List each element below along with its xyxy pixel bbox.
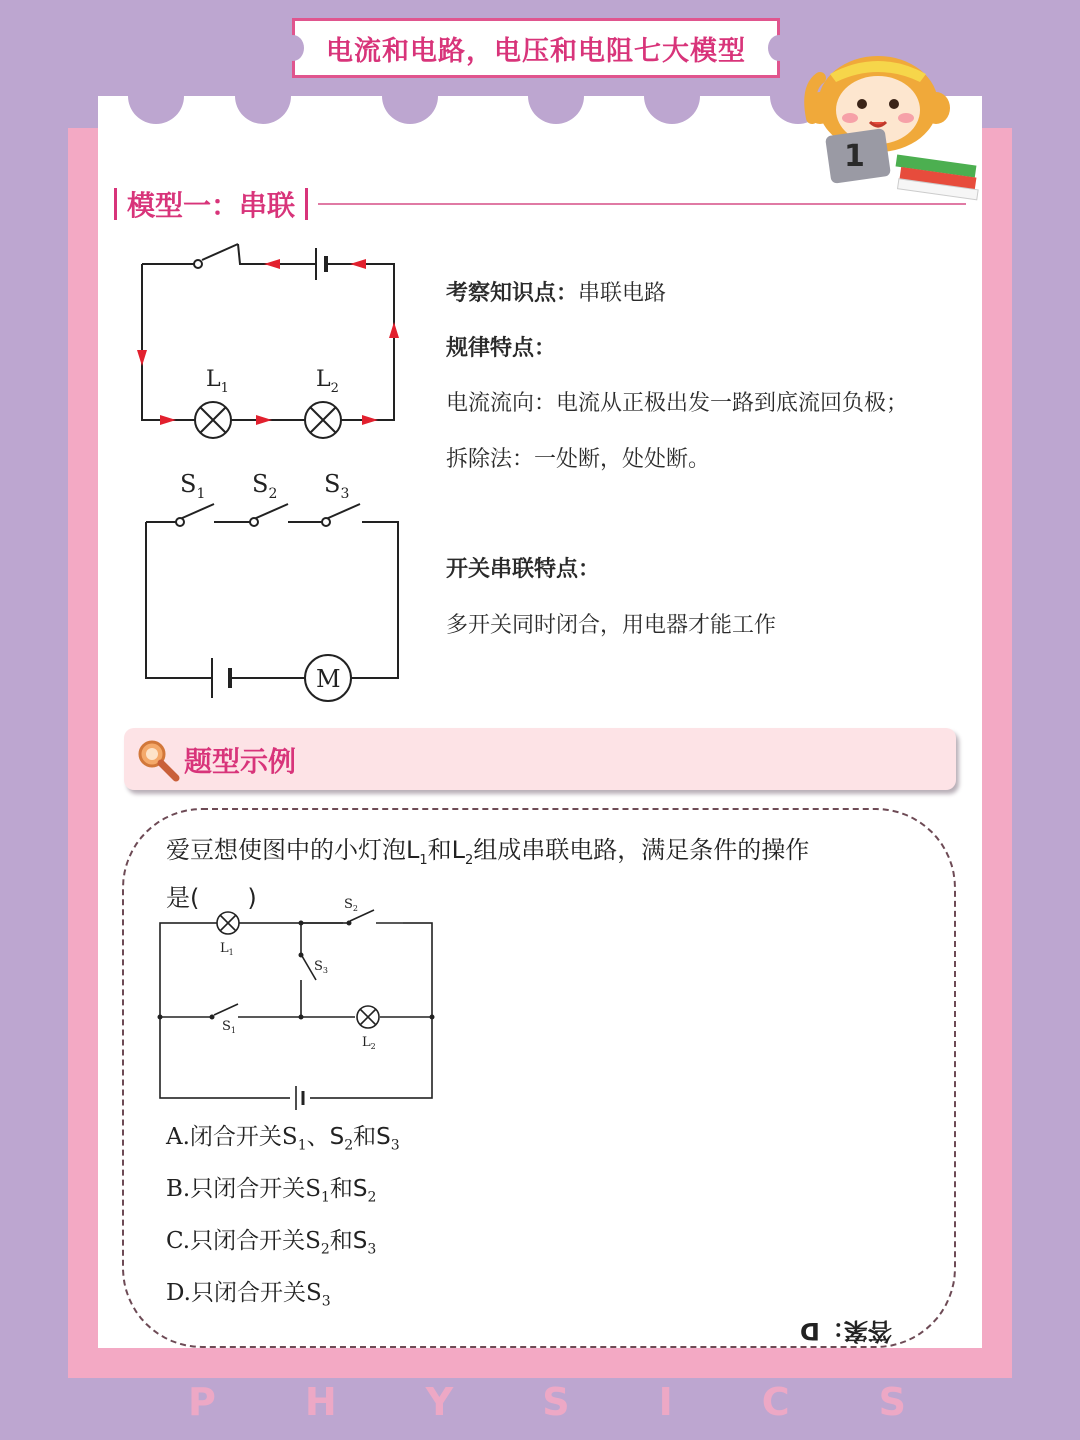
option-b[interactable] xyxy=(166,1170,376,1206)
lamp-l2-sub: 2 xyxy=(330,381,339,396)
option-join: 和S xyxy=(329,1176,368,1202)
example-banner xyxy=(124,728,956,790)
answer-upside-down: 答案：D xyxy=(800,1317,892,1345)
title-banner xyxy=(292,18,780,78)
option-text: 只闭合开关 xyxy=(190,1228,306,1254)
option-text: 闭合开关 xyxy=(189,1124,282,1150)
svg-text:S2 xyxy=(344,897,358,913)
footer-letter: S xyxy=(878,1380,908,1424)
option-sub: 2 xyxy=(344,1137,354,1154)
magnifier-icon xyxy=(136,738,180,782)
svg-text:S1 xyxy=(180,470,205,502)
q-switch-s2-label: S xyxy=(344,897,353,912)
question-text-c: 组成串联电路，满足条件的操作 xyxy=(473,836,810,864)
question-line-1 xyxy=(166,830,809,868)
svg-text:S3 xyxy=(314,959,328,975)
q-lamp-l1-sub: 1 xyxy=(228,948,234,957)
q-switch-s1-label: S xyxy=(222,1019,231,1034)
option-symbol: S xyxy=(305,1228,321,1254)
motor-label: M xyxy=(316,665,341,693)
option-prefix: B. xyxy=(166,1176,191,1202)
svg-text:S2 xyxy=(252,470,277,502)
option-text: 只闭合开关 xyxy=(190,1280,306,1306)
switch-s2-label: S xyxy=(252,470,269,498)
page-title: 电流和电路，电压和电阻七大模型 xyxy=(326,35,746,67)
footer-letter: H xyxy=(304,1380,339,1424)
switch-s3-sub: 3 xyxy=(340,486,350,502)
switch-label-text: 开关串联特点： xyxy=(446,557,601,582)
removal-method: 拆除法：一处断，处处断。 xyxy=(446,447,711,472)
svg-text:L2 xyxy=(316,367,339,396)
heading-rule xyxy=(318,203,966,205)
option-sub: 3 xyxy=(390,1137,400,1154)
q-switch-s3-label: S xyxy=(314,959,323,974)
option-sub: 1 xyxy=(320,1189,330,1206)
rule-label xyxy=(446,331,556,362)
switch-label xyxy=(446,552,600,583)
option-text: 只闭合开关 xyxy=(190,1176,306,1202)
q-switch-s2-sub: 2 xyxy=(352,904,358,913)
mascot-badge: 1 xyxy=(844,139,865,174)
q-lamp-l2-sub: 2 xyxy=(370,1042,376,1051)
option-prefix: D. xyxy=(166,1280,191,1306)
switch-s2-sub: 2 xyxy=(268,486,278,502)
option-sub: 2 xyxy=(367,1189,377,1206)
model-heading-text: 模型一：串联 xyxy=(127,189,296,222)
switch-s1-label: S xyxy=(180,470,197,498)
banner-notch xyxy=(768,35,790,61)
question-sub-2: 2 xyxy=(465,852,474,868)
knowledge-point xyxy=(446,276,666,307)
heading-bar xyxy=(114,188,117,220)
option-symbol: S xyxy=(281,1124,298,1150)
q-switch-s3-sub: 3 xyxy=(322,966,328,975)
option-join: 和S xyxy=(329,1228,368,1254)
switch-text: 多开关同时闭合，用电器才能工作 xyxy=(446,613,777,638)
rule-label-text: 规律特点： xyxy=(446,336,557,361)
footer-letter: S xyxy=(542,1380,572,1424)
current-direction: 电流流向：电流从正极出发一路到底流回负极； xyxy=(446,391,909,416)
option-sub: 3 xyxy=(367,1241,377,1258)
series-lamp-circuit xyxy=(120,230,420,450)
monkey-mascot-icon xyxy=(800,48,990,208)
svg-text:L1 xyxy=(206,367,229,396)
lamp-l1-sub: 1 xyxy=(220,381,229,396)
knowledge-point-value: 串联电路 xyxy=(578,281,667,306)
option-c[interactable] xyxy=(166,1222,376,1258)
footer-letter: I xyxy=(658,1380,675,1424)
question-text-a: 爱豆想使图中的小灯泡L xyxy=(166,836,420,864)
option-join: 和S xyxy=(353,1124,391,1150)
option-symbol: S xyxy=(305,1280,322,1306)
question-sub-1: 1 xyxy=(419,852,428,868)
option-prefix: A. xyxy=(166,1124,190,1150)
question-circuit xyxy=(150,890,450,1110)
option-sub: 3 xyxy=(321,1293,331,1310)
lamp-l1-label: L xyxy=(206,367,221,392)
switch-s1-sub: 1 xyxy=(196,486,206,502)
footer-letter: P xyxy=(188,1380,218,1424)
option-symbol: S xyxy=(305,1176,321,1202)
banner-notch xyxy=(282,35,304,61)
svg-text:L2 xyxy=(362,1035,376,1051)
example-banner-label: 题型示例 xyxy=(184,745,297,778)
option-sep: 、S xyxy=(306,1124,345,1150)
heading-bar xyxy=(305,188,308,220)
question-line-2: 是( ) xyxy=(166,884,257,912)
series-switch-circuit xyxy=(130,470,420,710)
option-prefix: C. xyxy=(166,1228,191,1254)
svg-text:S3 xyxy=(324,470,349,502)
option-sub: 1 xyxy=(297,1137,307,1154)
model-heading xyxy=(104,184,318,224)
option-a[interactable] xyxy=(166,1118,400,1154)
q-switch-s1-sub: 1 xyxy=(230,1026,236,1035)
svg-text:L1 xyxy=(220,941,234,957)
footer-letter: C xyxy=(761,1380,792,1424)
q-lamp-l1-label: L xyxy=(220,941,229,956)
option-sub: 2 xyxy=(320,1241,330,1258)
option-d[interactable] xyxy=(166,1274,331,1310)
footer-letter: Y xyxy=(425,1380,456,1424)
physics-footer xyxy=(188,1380,908,1424)
q-lamp-l2-label: L xyxy=(362,1035,371,1050)
switch-s3-label: S xyxy=(324,470,341,498)
knowledge-point-label: 考察知识点： xyxy=(446,281,579,306)
question-text-b: 和L xyxy=(427,836,466,864)
lamp-l2-label: L xyxy=(316,367,331,392)
